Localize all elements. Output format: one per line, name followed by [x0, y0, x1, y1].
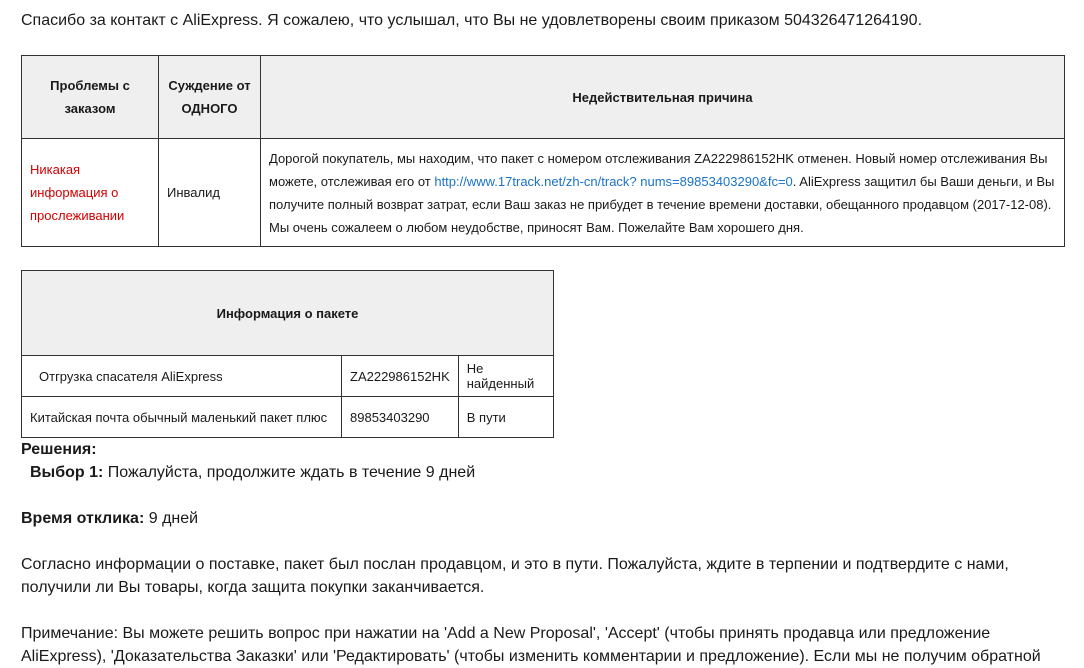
problem-table	[21, 55, 1065, 247]
carrier-cell: Китайская почта обычный маленький пакет плюс	[22, 397, 342, 438]
note-paragraph: Примечание: Вы можете решить вопрос при нажатии на 'Add a New Proposal', 'Accept' (чтобы принять продавца или предложение AliExpress), 'Доказательства Заказки' или 'Редактировать' (чтобы изменить комментарии и предложение). Если мы не получим обратной	[21, 625, 1041, 665]
problem-cell: Никакая информация о прослеживании	[22, 139, 159, 247]
table-row	[22, 397, 554, 438]
choice-label: Выбор 1:	[30, 464, 104, 481]
reason-cell	[261, 139, 1065, 247]
response-time	[21, 507, 1065, 530]
reason-text-part1: Дорогой покупатель, мы находим, что пакет с номером отслеживания ZA222986152HK отменен. Новый номер отслеживания Вы можете, отслеживая его от	[269, 150, 1048, 189]
reason-text-part2: . AliExpress защитил бы Ваши деньги, и Вы получите полный возврат затрат, если Ваш заказ не прибудет в течение времени доставки, обещанного продавцом (2017-12-08). Мы очень сожалеем о любом неудобстве, приносят Вам. Пожелайте Вам хорошего дня.	[269, 173, 1055, 235]
response-label: Время отклика:	[21, 510, 145, 527]
message-body	[21, 10, 1065, 668]
intro-text: Спасибо за контакт с AliExpress. Я сожалею, что услышал, что Вы не удовлетворены своим приказом 504326471264190.	[21, 12, 923, 29]
tracking-cell: 89853403290	[342, 397, 459, 438]
package-table-title: Информация о пакете	[22, 271, 554, 356]
status-cell: Не найденный	[458, 356, 553, 397]
header-invalid-reason: Недействительная причина	[261, 56, 1065, 139]
table-row	[22, 139, 1065, 247]
table-row	[22, 356, 554, 397]
status-cell: В пути	[458, 397, 553, 438]
choice-text: Пожалуйста, продолжите ждать в течение 9 дней	[103, 464, 476, 481]
package-table	[21, 270, 554, 438]
tracking-cell: ZA222986152HK	[342, 356, 459, 397]
header-judgement: Суждение от ОДНОГО	[159, 56, 261, 139]
carrier-cell: Отгрузка спасателя AliExpress	[22, 356, 342, 397]
package-table-header	[22, 271, 554, 356]
solution-choice-1	[21, 461, 1065, 484]
tracking-link[interactable]: http://www.17track.net/zh-cn/track? nums=89853403290&fc=0	[434, 173, 793, 189]
solutions-heading: Решения:	[21, 441, 97, 458]
response-value: 9 дней	[144, 510, 199, 527]
shipping-paragraph: Согласно информации о поставке, пакет был послан продавцом, и это в пути. Пожалуйста, ждите в терпении и подтвердите с нами, получили ли Вы товары, когда защита покупки заканчивается.	[21, 556, 1009, 596]
header-problems: Проблемы с заказом	[22, 56, 159, 139]
judgement-cell: Инвалид	[159, 139, 261, 247]
problem-table-header	[22, 56, 1065, 139]
